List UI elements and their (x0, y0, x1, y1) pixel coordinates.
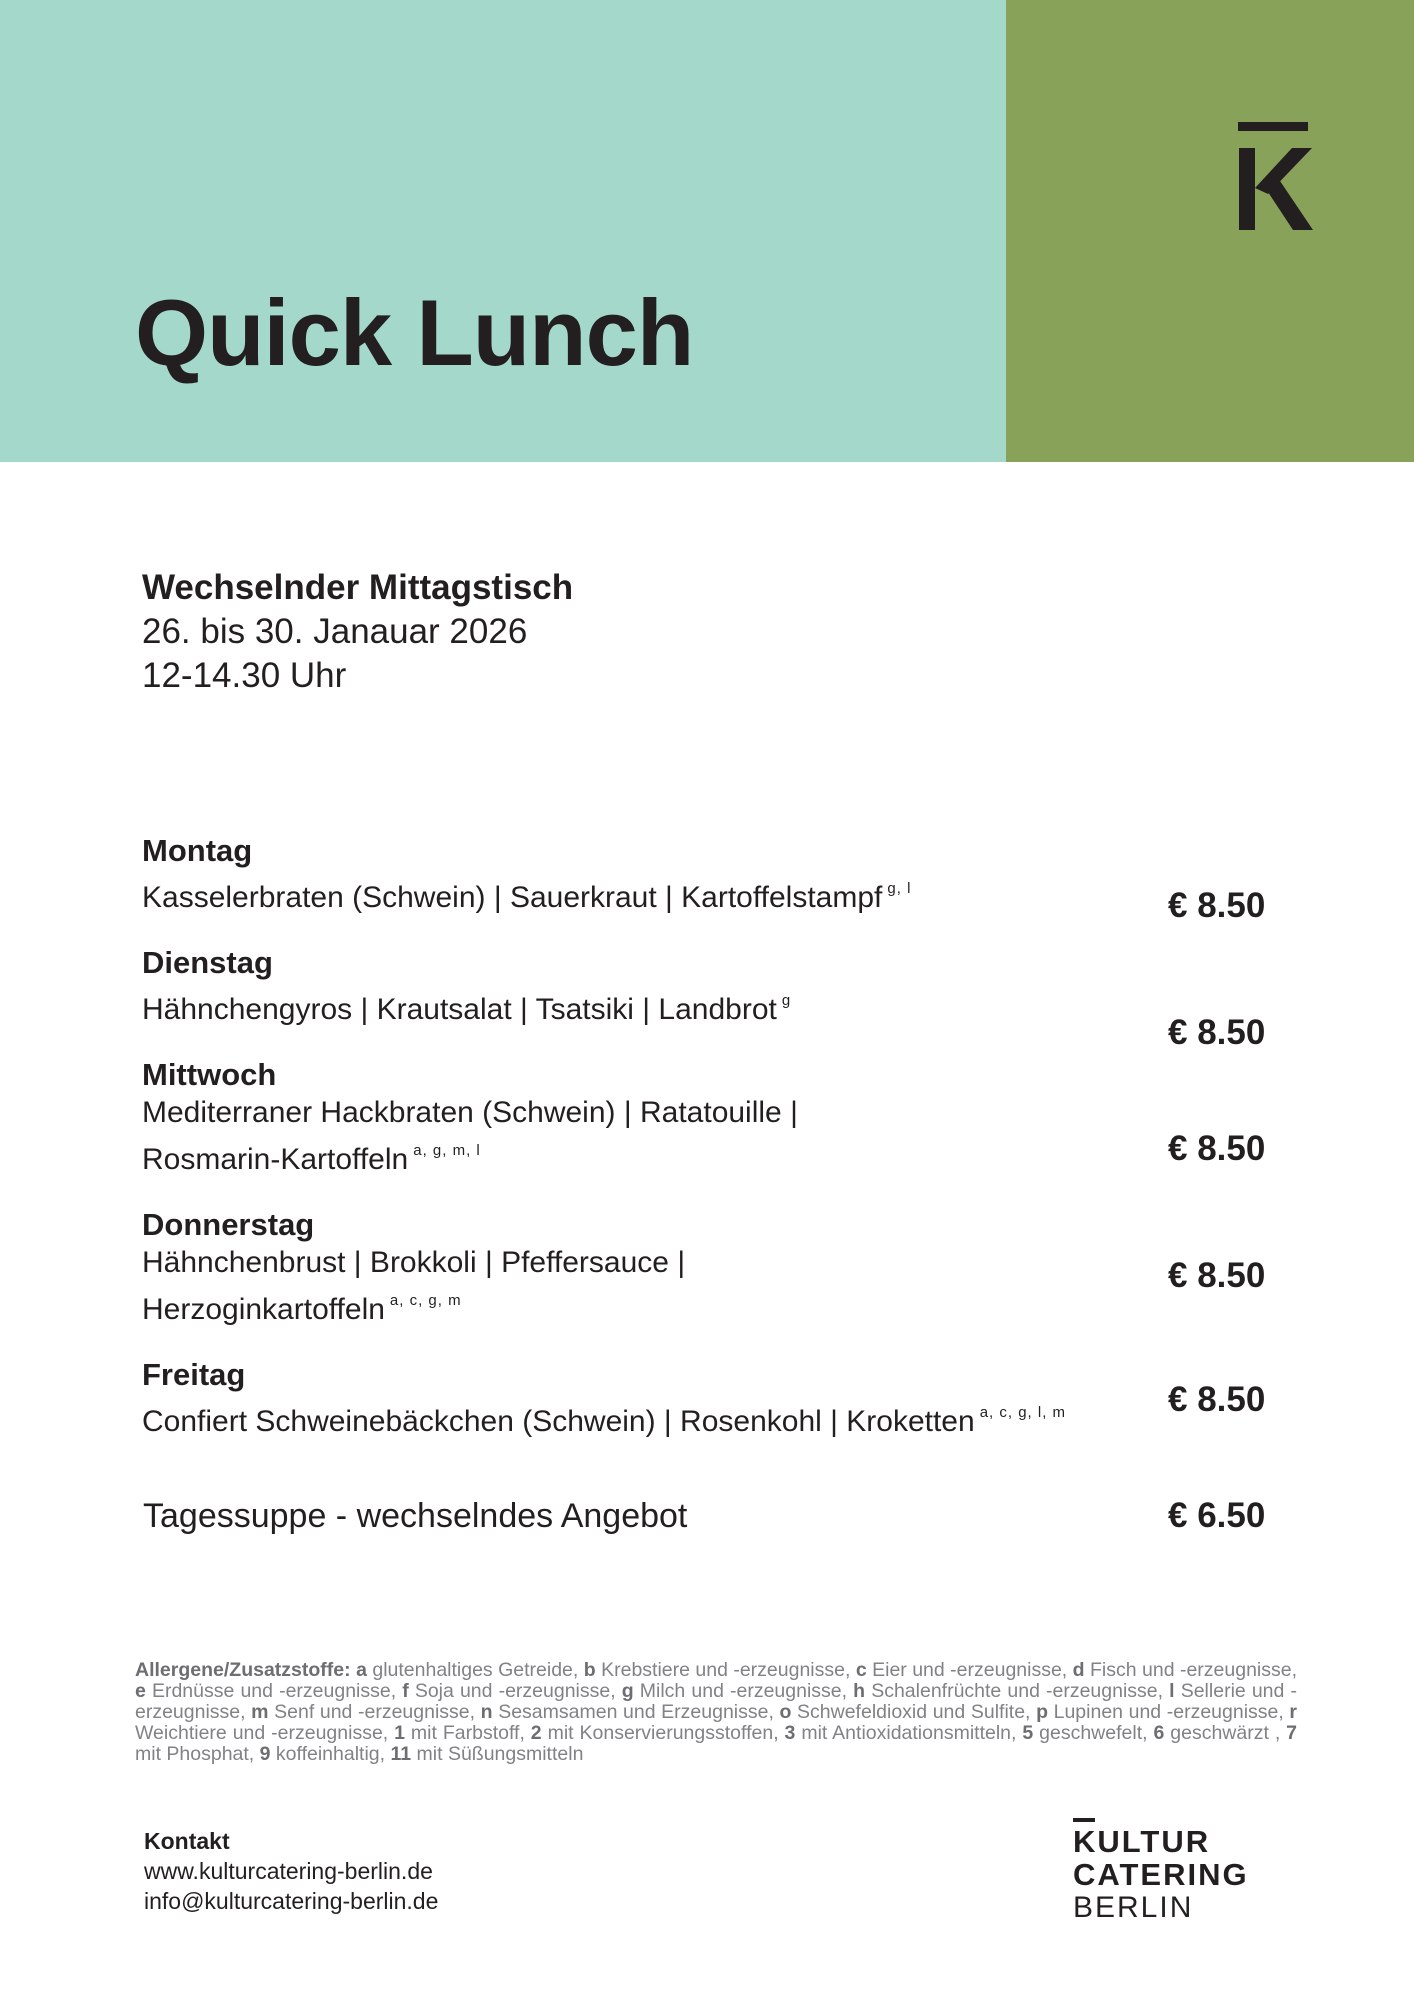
allergen-description: Fisch und -erzeugnisse, (1084, 1659, 1298, 1681)
allergen-code: e (135, 1680, 146, 1702)
price-freitag: € 8.50 (1168, 1380, 1266, 1419)
allergen-description: Senf und -erzeugnisse, (268, 1701, 476, 1723)
logo-line-1: KULTUR (1073, 1824, 1211, 1859)
allergen-code: 9 (254, 1743, 271, 1765)
allergen-code: p (1030, 1701, 1048, 1723)
logo-line-2: CATERING (1073, 1857, 1249, 1892)
price-mittwoch: € 8.50 (1168, 1129, 1266, 1168)
allergen-description: Soja und -erzeugnisse, (408, 1680, 616, 1702)
allergen-description: mit Süßungsmitteln (411, 1743, 584, 1765)
logo-line-3: BERLIN (1073, 1891, 1194, 1924)
allergen-code: r (1283, 1701, 1298, 1723)
allergen-code: 6 (1147, 1722, 1165, 1744)
allergen-codes: a, c, g, m (389, 1292, 462, 1309)
price-soup: € 6.50 (1168, 1496, 1266, 1535)
allergen-codes: a, g, m, l (413, 1142, 481, 1159)
allergen-description: Erdnüsse und -erzeugnisse, (145, 1680, 397, 1702)
dish-line: Mediterraner Hackbraten (Schwein) | Ratatouille | (142, 1096, 798, 1129)
menu-item-dienstag (142, 944, 1162, 1029)
allergen-description: mit Farbstoff, (405, 1722, 525, 1744)
allergen-description: Schalenfrüchte und -erzeugnisse, (865, 1680, 1164, 1702)
day-name: Dienstag (142, 945, 273, 980)
allergen-description: glutenhaltiges Getreide, (366, 1659, 579, 1681)
allergen-code: 5 (1016, 1722, 1034, 1744)
day-name: Montag (142, 833, 253, 868)
allergen-description: mit Antioxidationsmitteln, (795, 1722, 1017, 1744)
allergen-code: 11 (385, 1743, 412, 1765)
dish-line: Hähnchengyros | Krautsalat | Tsatsiki | Landbrot $^g$ (142, 992, 792, 1026)
contact-website-link[interactable]: www.kulturcatering-berlin.de (144, 1858, 433, 1884)
dish-line: Rosmarin-Kartoffeln $^{a, g, m, l}$ (142, 1142, 481, 1176)
menu-item-donnerstag (142, 1206, 1162, 1329)
intro-hours: 12-14.30 Uhr (142, 656, 347, 695)
allergen-code: g (615, 1680, 634, 1702)
allergen-codes: a, c, g, l, m (979, 1404, 1067, 1421)
price-dienstag: € 8.50 (1168, 1013, 1266, 1052)
intro-block (142, 566, 573, 698)
menu-item-mittwoch (142, 1056, 1162, 1179)
allergen-description: Sesamsamen und Erzeugnisse, (492, 1701, 774, 1723)
allergen-code: f (396, 1680, 409, 1702)
page-title: Quick Lunch (135, 280, 694, 385)
contact-email-link[interactable]: info@kulturcatering-berlin.de (144, 1888, 439, 1914)
dish-line: Hähnchenbrust | Brokkoli | Pfeffersauce | (142, 1246, 686, 1279)
contact-block (144, 1826, 438, 1916)
day-name: Freitag (142, 1357, 246, 1392)
dish-line: Kasselerbraten (Schwein) | Sauerkraut | Kartoffelstampf $^{g, l}$ (142, 880, 912, 914)
contact-title: Kontakt (144, 1828, 230, 1854)
day-name: Donnerstag (142, 1207, 315, 1242)
allergen-code: l (1163, 1680, 1175, 1702)
menu-item-montag (142, 832, 1162, 917)
allergen-code: 7 (1280, 1722, 1298, 1744)
logo-bar (1073, 1818, 1095, 1822)
allergen-description: Lupinen und -erzeugnisse, (1048, 1701, 1284, 1723)
price-montag: € 8.50 (1168, 886, 1266, 925)
allergen-codes: g, l (887, 880, 912, 897)
allergen-description: Eier und -erzeugnisse, (866, 1659, 1068, 1681)
allergen-description: Krebstiere und -erzeugnisse, (595, 1659, 851, 1681)
soup-label: Tagessuppe - wechselndes Angebot (143, 1497, 688, 1535)
allergen-description: geschwefelt, (1033, 1722, 1148, 1744)
allergen-code: 2 (524, 1722, 542, 1744)
header-banner-mint (0, 0, 1006, 462)
allergen-description: geschwärzt , (1164, 1722, 1281, 1744)
menu-item-freitag (142, 1356, 1162, 1441)
allergen-code: 3 (778, 1722, 796, 1744)
allergen-code: 1 (388, 1722, 405, 1744)
header-banner-olive (1006, 0, 1414, 462)
day-name: Mittwoch (142, 1057, 277, 1092)
allergen-legend-label: Allergene/Zusatzstoffe: (135, 1659, 351, 1681)
allergen-code: n (475, 1701, 493, 1723)
allergen-description: koffeinhaltig, (270, 1743, 386, 1765)
brand-k-logo-icon (1238, 122, 1313, 232)
allergen-description: Sellerie und -erzeugnisse, (135, 1680, 1297, 1723)
intro-heading: Wechselnder Mittagstisch (142, 568, 574, 607)
allergen-code: h (847, 1680, 866, 1702)
dish-line: Herzoginkartoffeln $^{a, c, g, m}$ (142, 1292, 462, 1326)
allergen-code: c (850, 1659, 867, 1681)
allergen-code: m (245, 1701, 269, 1723)
allergen-description: Weichtiere und -erzeugnisse, (135, 1722, 389, 1744)
allergen-code: a (356, 1659, 367, 1681)
allergen-code: o (773, 1701, 792, 1723)
allergen-description: Milch und -erzeugnisse, (633, 1680, 848, 1702)
allergen-code: d (1067, 1659, 1085, 1681)
dish-line: Confiert Schweinebäckchen (Schwein) | Rosenkohl | Kroketten $^{a, c, g, l, m}$ (142, 1404, 1067, 1438)
allergen-description: mit Phosphat, (135, 1743, 255, 1765)
price-donnerstag: € 8.50 (1168, 1256, 1266, 1295)
allergen-code: b (578, 1659, 596, 1681)
allergen-description: mit Konservierungsstoffen, (541, 1722, 779, 1744)
intro-dates: 26. bis 30. Janauar 2026 (142, 612, 528, 651)
allergen-description: Schwefeldioxid und Sulfite, (791, 1701, 1031, 1723)
kultur-catering-logo (1073, 1818, 1253, 1924)
allergen-codes: g (781, 992, 792, 1009)
allergen-legend (135, 1660, 1297, 1765)
